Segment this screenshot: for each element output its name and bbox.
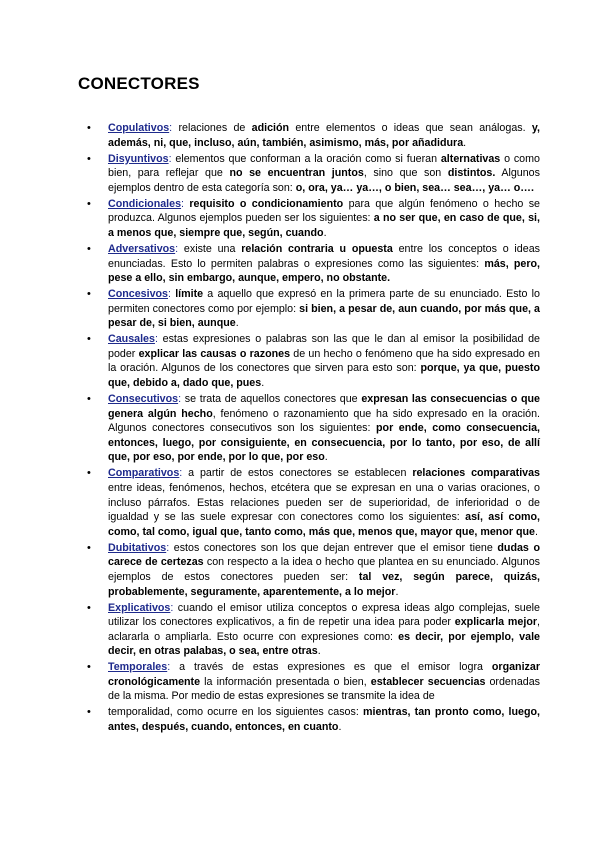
- connector-description: entre ideas, fenómenos, hechos, etcétera que se expresan en una o varias oraciones, o incluso párrafos. Estas relaciones pueden ser de superioridad, de inferioridad o de igualdad y se las suele expresar con conectores como los siguientes:: [108, 481, 540, 524]
- connector-description: .: [261, 377, 265, 390]
- connector-description: .: [235, 317, 239, 330]
- term-colon: :: [169, 122, 173, 134]
- connector-description: .: [395, 585, 399, 598]
- connector-examples: adición: [251, 122, 290, 134]
- connector-examples: mientras, tan pronto como, luego, antes, después, cuando, entonces, en cuanto: [108, 706, 540, 734]
- connector-term: Temporales: [108, 661, 168, 674]
- connector-term: Concesivos: [108, 288, 168, 301]
- connector-term: Explicativos: [108, 601, 171, 614]
- connector-examples: expresan las consecuencias o que genera algún hecho: [108, 393, 540, 420]
- connector-examples: establecer secuencias: [370, 675, 486, 688]
- connector-description: para que algún fenómeno o hecho se produzca. Algunos ejemplos pueden ser los siguientes:: [108, 197, 540, 225]
- term-colon: :: [181, 197, 185, 210]
- term-colon: :: [167, 661, 171, 674]
- connector-examples: es decir, por ejemplo, vale decir, en otras palabas, o sea, entre otras: [108, 630, 540, 658]
- term-colon: :: [175, 242, 179, 255]
- connector-item: [78, 332, 540, 390]
- connector-description: a partir de estos conectores se establecen: [182, 467, 413, 480]
- connector-examples: alternativas: [440, 152, 501, 165]
- connector-term: Condicionales: [108, 197, 182, 210]
- connector-list: [78, 121, 540, 735]
- connector-description: de un hecho o fenómeno que ha sido expresado en la oración. Algunos de los conectores que sirven para esto son:: [108, 347, 540, 375]
- connector-examples: no se encuentran juntos: [229, 167, 364, 180]
- connector-term: Copulativos: [108, 122, 170, 134]
- connector-description: estas expresiones o palabras son las que le dan al emisor la posibilidad de poder: [108, 333, 540, 360]
- connector-term: Causales: [108, 333, 155, 346]
- term-colon: :: [178, 393, 182, 406]
- connector-examples: o, ora, ya… ya…, o bien, sea… sea…, ya… o….: [295, 181, 534, 194]
- connector-item: [78, 466, 540, 539]
- connector-examples: explicar las causas o razones: [138, 347, 291, 360]
- connector-examples: organizar cronológicamente: [108, 661, 540, 688]
- term-colon: :: [168, 152, 172, 165]
- term-colon: :: [154, 333, 158, 346]
- term-colon: :: [170, 601, 174, 614]
- connector-term: Dubitativos: [108, 541, 167, 554]
- connector-description: o como bien, para reflejar que: [108, 152, 540, 180]
- connector-description: cuando el emisor utiliza conceptos o expresa ideas algo complejas, suele utilizar los conectores explicativos, a fin de repetir una idea para poder: [108, 601, 540, 629]
- connector-item: [78, 392, 540, 465]
- connector-examples: relación contraria u opuesta: [241, 242, 393, 255]
- connector-item: [78, 660, 540, 704]
- connector-description: se trata de aquellos conectores que: [181, 393, 362, 406]
- connector-description: ordenadas de la misma. Por medio de estas expresiones se transmite la idea de: [108, 675, 540, 703]
- connector-description: .: [324, 451, 328, 464]
- connector-item: [78, 242, 540, 286]
- connector-description: a aquello que expresó en la primera parte de su enunciado. Esto lo permiten conectores como por ejemplo:: [108, 288, 540, 315]
- connector-description: .: [463, 136, 467, 149]
- connector-description: elementos que conforman a la oración como si fueran: [171, 152, 441, 165]
- connector-description: temporalidad, como ocurre en los siguientes casos:: [108, 706, 363, 719]
- connector-description: a través de estas expresiones es que el emisor logra: [170, 661, 492, 674]
- connector-item: [78, 541, 540, 599]
- connector-description: , sino que son: [363, 167, 448, 180]
- connector-description: con respecto a la idea o hecho que plantea en su enunciado. Algunos ejemplos de estos conectores pueden ser:: [108, 556, 540, 583]
- connector-term: Adversativos: [108, 242, 176, 255]
- connector-description: Algunos ejemplos dentro de esta categoría son:: [108, 167, 540, 194]
- connector-term: Consecutivos: [108, 393, 179, 406]
- connector-examples: porque, ya que, puesto que, debido a, dado que, pues: [108, 362, 540, 390]
- connector-item: [78, 152, 540, 196]
- connector-examples: dudas o carece de certezas: [108, 541, 540, 569]
- connector-examples: por ende, como consecuencia, entonces, luego, por consiguiente, en consecuencia, por lo tanto, por eso, de allí que, por eso, por ende, por lo que, por eso: [108, 422, 540, 464]
- connector-description: , fenómeno o razonamiento que ha sido expresado en la oración. Algunos conectores consecutivos son los siguientes:: [108, 407, 540, 435]
- connector-examples: límite: [175, 288, 204, 301]
- connector-item: [78, 197, 540, 241]
- connector-examples: y, además, ni, que, incluso, aún, también, asimismo, más, por añadidura: [108, 122, 540, 149]
- connector-examples: distintos.: [447, 167, 496, 180]
- connector-description: .: [338, 721, 342, 734]
- connector-description: , aclararla o ampliarla. Esto ocurre con expresiones como:: [108, 616, 540, 643]
- connector-examples: relaciones comparativas: [412, 467, 540, 480]
- connector-examples: más, pero, pese a ello, sin embargo, aunque, empero, no obstante.: [108, 257, 540, 285]
- connector-term: Comparativos: [108, 467, 180, 480]
- connector-description: estos conectores son los que dejan entrever que el emisor tiene: [169, 541, 498, 554]
- connector-examples: explicarla mejor: [454, 616, 538, 629]
- connector-description: existe una: [178, 242, 242, 255]
- connector-item: [78, 121, 540, 150]
- connector-description: relaciones de: [172, 122, 252, 134]
- connector-description: .: [317, 645, 321, 658]
- term-colon: :: [179, 467, 183, 480]
- connector-examples: tal vez, según parece, quizás, probablemente, seguramente, aparentemente, a lo mejor: [108, 570, 541, 598]
- connector-examples: a no ser que, en caso de que, si, a menos que, siempre que, según, cuando: [108, 212, 540, 239]
- connector-term: Disyuntivos: [108, 152, 169, 165]
- connector-examples: si bien, a pesar de, aun cuando, por más que, a pesar de, si bien, aunque: [108, 302, 540, 330]
- connector-description: la información presentada o bien,: [200, 675, 371, 688]
- connector-description: entre los conceptos o ideas enunciadas. Esto lo permiten palabras o expresiones como las siguientes:: [108, 242, 540, 270]
- term-colon: :: [168, 288, 171, 301]
- connector-description: .: [534, 525, 538, 538]
- connector-item: [78, 705, 540, 734]
- connector-examples: así, así como, como, tal como, igual que, tanto como, más que, menos que, mayor que, menor que: [108, 511, 540, 538]
- connector-item: [78, 601, 540, 659]
- document-title: CONECTORES: [78, 74, 200, 93]
- connector-examples: requisito o condicionamiento: [189, 197, 344, 210]
- connector-item: [78, 287, 540, 331]
- connector-description: entre elementos o ideas que sean análogas.: [289, 122, 532, 134]
- term-colon: :: [166, 541, 170, 554]
- connector-description: .: [323, 226, 327, 239]
